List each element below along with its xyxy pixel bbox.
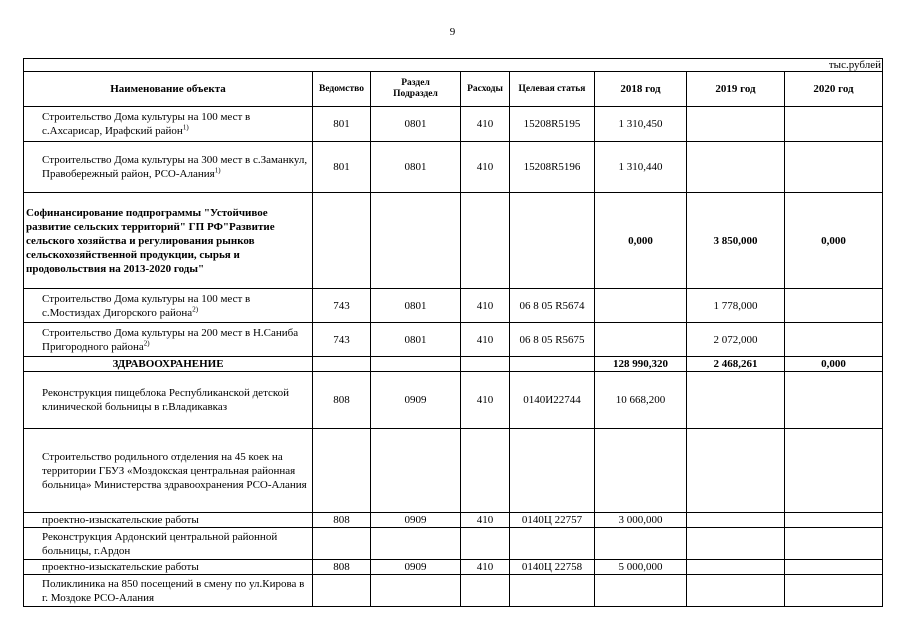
object-name [24, 142, 313, 193]
object-name [24, 107, 313, 142]
value-2018 [595, 575, 687, 607]
value-2018: 1 310,450 [595, 107, 687, 142]
value-2019: 1 778,000 [687, 289, 785, 323]
object-name-text: Строительство Дома культуры на 100 мест в с.Ахсарисар, Ирафский район [42, 111, 251, 137]
expense-cell: 410 [461, 513, 510, 528]
value-2018: 1 310,440 [595, 142, 687, 193]
value-2019 [687, 107, 785, 142]
section-cell: 0909 [371, 372, 461, 429]
department-cell [313, 357, 371, 372]
expense-cell [461, 357, 510, 372]
value-2020 [785, 107, 883, 142]
table-row [24, 560, 883, 575]
target-cell: 0140И22744 [510, 372, 595, 429]
value-2018: 128 990,320 [595, 357, 687, 372]
department-cell: 743 [313, 323, 371, 357]
department-cell: 808 [313, 560, 371, 575]
section-cell [371, 575, 461, 607]
value-2018: 3 000,000 [595, 513, 687, 528]
units-row [24, 59, 883, 72]
value-2020: 0,000 [785, 357, 883, 372]
value-2018 [595, 429, 687, 513]
value-2020: 0,000 [785, 193, 883, 289]
target-cell: 06 8 05 R5675 [510, 323, 595, 357]
section-cell: 0909 [371, 513, 461, 528]
table-row [24, 142, 883, 193]
header-2019: 2019 год [687, 72, 785, 107]
value-2019 [687, 528, 785, 560]
target-cell [510, 193, 595, 289]
table-row [24, 372, 883, 429]
section-cell: 0801 [371, 289, 461, 323]
table-row [24, 107, 883, 142]
object-name [24, 528, 313, 560]
target-cell: 15208R5196 [510, 142, 595, 193]
department-cell: 808 [313, 513, 371, 528]
section-cell: 0801 [371, 323, 461, 357]
target-cell: 0140Ц 22757 [510, 513, 595, 528]
value-2019: 2 072,000 [687, 323, 785, 357]
header-2018: 2018 год [595, 72, 687, 107]
department-cell: 743 [313, 289, 371, 323]
table-row [24, 429, 883, 513]
object-name [24, 429, 313, 513]
department-cell: 808 [313, 372, 371, 429]
section-cell: 0909 [371, 560, 461, 575]
department-cell [313, 575, 371, 607]
value-2019 [687, 142, 785, 193]
value-2019 [687, 575, 785, 607]
value-2020 [785, 372, 883, 429]
objects-table [23, 58, 883, 607]
target-cell [510, 357, 595, 372]
target-cell: 15208R5195 [510, 107, 595, 142]
object-name [24, 289, 313, 323]
value-2019: 3 850,000 [687, 193, 785, 289]
table-row [24, 323, 883, 357]
target-cell [510, 429, 595, 513]
object-name-text: Строительство Дома культуры на 100 мест в с.Мостиздах Дигорского района [42, 292, 251, 319]
value-2019 [687, 372, 785, 429]
value-2019 [687, 429, 785, 513]
expense-cell [461, 575, 510, 607]
department-cell [313, 193, 371, 289]
expense-cell: 410 [461, 560, 510, 575]
object-name-text: ЗДРАВООХРАНЕНИЕ [112, 358, 224, 370]
header-department: Ведомство [313, 72, 371, 107]
value-2020 [785, 429, 883, 513]
object-name-text: Строительство Дома культуры на 300 мест в с.Заманкул, Правобережный район, РСО-Алания [42, 154, 308, 180]
object-name [24, 560, 313, 575]
footnote-mark: 1) [214, 166, 221, 175]
header-target: Целевая статья [510, 72, 595, 107]
department-cell: 801 [313, 142, 371, 193]
object-name-text: Строительство Дома культуры на 200 мест в Н.Саниба Пригородного района [42, 326, 299, 353]
value-2020 [785, 560, 883, 575]
object-name [24, 513, 313, 528]
object-name-text: Поликлиника на 850 посещений в смену по ул.Кирова в г. Моздоке РСО-Алания [42, 577, 305, 604]
units-label: тыс.рублей [24, 59, 883, 72]
section-cell: 0801 [371, 142, 461, 193]
value-2018 [595, 289, 687, 323]
footnote-mark: 2) [192, 304, 199, 313]
table-row [24, 289, 883, 323]
target-cell [510, 575, 595, 607]
expense-cell [461, 193, 510, 289]
expense-cell [461, 528, 510, 560]
header-2020: 2020 год [785, 72, 883, 107]
department-cell [313, 429, 371, 513]
expense-cell: 410 [461, 142, 510, 193]
target-cell [510, 528, 595, 560]
table-row [24, 528, 883, 560]
object-name-text: Реконструкция Ардонский центральной районной больницы, г.Ардон [42, 530, 278, 557]
value-2020 [785, 528, 883, 560]
object-name-text: проектно-изыскательские работы [42, 514, 199, 526]
section-cell [371, 193, 461, 289]
value-2020 [785, 575, 883, 607]
table-row [24, 193, 883, 289]
value-2020 [785, 513, 883, 528]
value-2019 [687, 513, 785, 528]
object-name-text: Реконструкция пищеблока Республиканской детской клинической больницы в г.Владикавказ [42, 387, 290, 413]
table-row [24, 357, 883, 372]
object-name [24, 323, 313, 357]
table-row [24, 513, 883, 528]
header-name: Наименование объекта [24, 72, 313, 107]
value-2018 [595, 528, 687, 560]
value-2019: 2 468,261 [687, 357, 785, 372]
value-2018: 10 668,200 [595, 372, 687, 429]
value-2020 [785, 142, 883, 193]
object-name [24, 193, 313, 289]
target-cell: 0140Ц 22758 [510, 560, 595, 575]
section-cell [371, 528, 461, 560]
expense-cell: 410 [461, 107, 510, 142]
department-cell [313, 528, 371, 560]
header-row [24, 72, 883, 107]
value-2020 [785, 289, 883, 323]
object-name-text: Строительство родильного отделения на 45 коек на территории ГБУЗ «Моздокская центральная районная больница» Министерства здравоохранения РСО-Алания [42, 450, 307, 491]
header-section-text: Раздел Подраздел [393, 78, 438, 99]
value-2018 [595, 323, 687, 357]
expense-cell: 410 [461, 289, 510, 323]
object-name [24, 357, 313, 372]
header-expense: Расходы [461, 72, 510, 107]
object-name [24, 372, 313, 429]
section-cell: 0801 [371, 107, 461, 142]
footnote-mark: 1) [182, 123, 189, 132]
expense-cell: 410 [461, 323, 510, 357]
header-section [371, 72, 461, 107]
department-cell: 801 [313, 107, 371, 142]
footnote-mark: 2) [143, 338, 150, 347]
object-name-text: проектно-изыскательские работы [42, 561, 199, 573]
object-name-text: Софинансирование подпрограммы "Устойчивое развитие сельских территорий" ГП РФ"Развитие сельского хозяйства и регулирования рынков сельскохозяйственной продукции, сырья и продовольствия на 2013-2020 годы" [26, 206, 275, 275]
page-number: 9 [449, 26, 456, 38]
object-name [24, 575, 313, 607]
target-cell: 06 8 05 R5674 [510, 289, 595, 323]
section-cell [371, 357, 461, 372]
section-cell [371, 429, 461, 513]
value-2018: 0,000 [595, 193, 687, 289]
value-2020 [785, 323, 883, 357]
expense-cell: 410 [461, 372, 510, 429]
table-row [24, 575, 883, 607]
value-2018: 5 000,000 [595, 560, 687, 575]
value-2019 [687, 560, 785, 575]
expense-cell [461, 429, 510, 513]
